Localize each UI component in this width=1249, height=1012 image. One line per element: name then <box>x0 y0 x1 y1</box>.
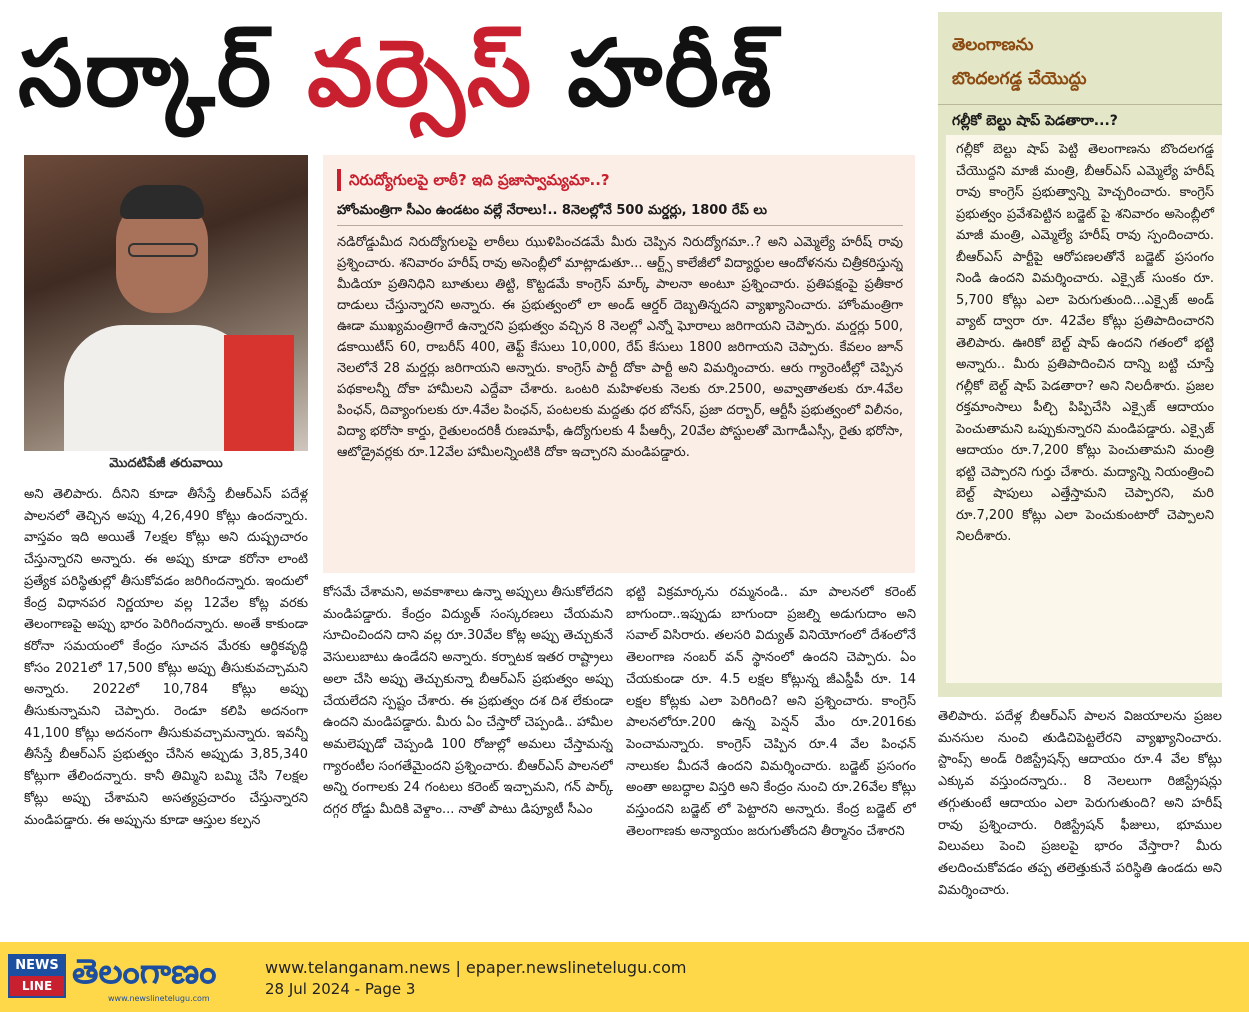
news-photo <box>24 155 308 451</box>
newsline-logo-top: NEWS <box>10 956 64 976</box>
telanganam-logo: తెలంగాణం <box>72 952 217 992</box>
article-column-4: తెలిపారు. పదేళ్ల బీఆర్ఎస్ పాలన విజయాలను ప్రజల మనసుల నుంచి తుడిచిపెట్టలేరని వ్యాఖ్యానించారు. స్టాంప్స్ అండ్ రిజిస్ట్రేషన్స్ ఆదాయం రూ.4 వేల కోట్లు ఎక్కువ వస్తుందన్నారు.. 8 నెలలుగా రిజిస్ట్రేషన్లు తగ్గుతుంటే ఆదాయం ఎలా పెరుగుతుంది? అని హరీష్ రావు ప్రశ్నించారు. రిజిస్ట్రేషన్ ఫీజులు, భూముల విలువలు పెంచి ప్రజలపై భారం వేస్తారా? మీరు తలదించుకోవడం తప్ప తలెత్తుకునే పరిస్థితి ఉండదు అని విమర్శించారు. <box>938 709 1222 898</box>
logo-url: www.newslinetelugu.com <box>108 994 210 1003</box>
photo-caption: మొదటిపేజీ తరువాయి <box>109 456 223 471</box>
sidebar-box <box>938 12 1222 697</box>
footer-bar <box>0 942 1249 1012</box>
main-headline <box>18 10 918 138</box>
headline-word-harish: హరీశ్ <box>567 20 774 127</box>
sidebar-title-line2: బొందలగడ్డ చేయొద్దు <box>952 69 1087 89</box>
newsline-logo <box>8 954 66 998</box>
feature-kicker: నిరుద్యోగులపై లాఠీ? ఇది ప్రజాస్వామ్యమా..? <box>337 169 903 191</box>
footer-date-page: 28 Jul 2024 - Page 3 <box>265 980 416 998</box>
article-column-2: కోసమే చేశామని, అవకాశాలు ఉన్నా అప్పులు తీసుకోలేదని మండిపడ్డారు. కేంద్రం విద్యుత్ సంస్కరణలు చేయమని సూచించిందని దాని వల్ల రూ.30వేల కోట్ల అప్పు తెచ్చుకునే వెసులుబాటు ఉండేదని అన్నారు. కర్నాటక ఇతర రాష్ట్రాలు అలా చేసి అప్పు తెచ్చుకున్నా బీఆర్ఎస్ ప్రభుత్వం అప్పు చేయలేదని స్పష్టం చేశారు. ఈ ప్రభుత్వం దశ దిశ లేకుండా ఉందని మండిపడ్డారు. మీరు ఏం చేస్తారో చెప్పండి.. హామీల అమలెప్పుడో చెప్పండి 100 రోజుల్లో అమలు చేస్తామన్న గ్యారంటీల సంగతేమైందని ప్రశ్నించారు. బీఆర్ఎస్ పాలనలో అన్ని రంగాలకు 24 గంటలు కరెంట్ ఇచ్చామని, గన్ పార్క్ దగ్గర రోడ్డు మీదికి వెళ్దాం... నాతో పాటు డిప్యూటీ సీఎం <box>323 585 613 818</box>
sidebar-subhead: గల్లీకో బెల్టు షాప్ పెడతారా...? <box>938 104 1222 135</box>
feature-box <box>323 155 915 573</box>
footer-urls[interactable]: www.telanganam.news | epaper.newslinetelugu.com <box>265 958 687 977</box>
feature-body: నడిరోడ్డుమీద నిరుద్యోగులపై లాఠీలు ఝుళిపించడమే మీరు చెప్పిన నిరుద్యోగమా..? అని ఎమ్మెల్యే హరీష్ రావు ప్రశ్నించారు. శనివారం హరీష్ రావు అసెంబ్లీలో మాట్లాడుతూ... ఆర్ట్స్ కాలేజీలో విద్యార్థుల ఆందోళనను చిత్రీకరిస్తున్న మీడియా ప్రతినిధిని బూతులు తిట్టి, కొట్టడమే కాంగ్రెస్ మార్క్ పాలనా అంటూ ప్రశ్నించారు. ప్రతిపక్షంపై ప్రతీకార దాడులు చేస్తున్నారని అన్నారు. ఈ ప్రభుత్వంలో లా అండ్ ఆర్డర్ దెబ్బతిన్నదని వ్యాఖ్యానించారు. హోంమంత్రిగా ఊడా ముఖ్యమంత్రిగారే ఉన్నారని ప్రభుత్వం వచ్చిన 8 నెలల్లో ఎన్నో ఘోరాలు జరిగాయని చెప్పారు. మర్డర్లు 500, డకాయిటీస్ 60, రాబరీస్ 400, తెఫ్ట్ కేసులు 10,000, రేప్ కేసులు 1800 జరిగాయని చెప్పారు. కేవలం జూన్ నెలలోనే 28 మర్డర్లు జరిగాయని అన్నారు. కాంగ్రెస్ పార్టీ దోకా పార్టీ అని విమర్శించారు. ఆరు గ్యారెంటీల్లో చెప్పిన పథకాలన్నీ దోకా హామీలని ఎద్దేవా చేశారు. ఒంటరి మహిళలకు నెలకు రూ.2500, అవ్వాతాతలకు రూ.4వేల పింఛన్, దివ్యాంగులకు రూ.4వేల పింఛన్, పంటలకు మద్దతు ధర బోనస్, ప్రజా దర్బార్, ఆర్టీసీ ప్రభుత్వంలో విలీనం, విద్యా భరోసా కార్డు, రైతులందరికీ రుణమాఫీ, ఉద్యోగులకు 4 పీఆర్సీ, 20వేల పోస్టులతో మెగాడీఎస్సీ, రైతు భరోసా, ఆటోడ్రైవర్లకు రూ.12వేల హామీలన్నింటికి దోకా ఇచ్చారని మండిపడ్డారు. <box>337 235 903 460</box>
article-column-3: భట్టి విక్రమార్కను రమ్మనండి.. మా పాలనలో కరెంట్ బాగుందా..ఇప్పుడు బాగుందా ప్రజల్ని అడుగుదాం అని సవాల్ విసిరారు. తలసరి విద్యుత్ వినియోగంలో దేశంలోనే తెలంగాణ నంబర్ వన్ స్థానంలో ఉందని చెప్పారు. ఏం చేయకుండా రూ. 4.5 లక్షల కోట్లున్న జీఎస్డీపీ రూ. 14 లక్షల కోట్లకు ఎలా పెరిగింది? అని ప్రశ్నించారు. కాంగ్రెస్ పాలనలోరూ.200 ఉన్న పెన్షన్ మేం రూ.2016కు పెంచామన్నారు. కాంగ్రెస్ చెప్పిన రూ.4 వేల పింఛన్ నాలుకల మీదనే ఉందని విమర్శించారు. బడ్జెట్ ప్రసంగం అంతా అబద్ధాల విస్తరి అని కేంద్రం నుంచి రూ.26వేల కోట్లు వస్తుందని బడ్జెట్ లో పెట్టారని అన్నారు. కేంద్ర బడ్జెట్ లో తెలంగాణకు అన్యాయం జరుగుతోందని తీర్మానం చేశారని <box>626 585 916 839</box>
sidebar-body: గల్లీకో బెల్టు షాప్ పెట్టి తెలంగాణను బొందలగడ్డ చేయొద్దని మాజీ మంత్రి, బీఆర్ఎస్ ఎమ్మెల్యే హరీష్ రావు కాంగ్రెస్ ప్రభుత్వాన్ని హెచ్చరించారు. కాంగ్రెస్ ప్రభుత్వం ప్రవేశపెట్టిన బడ్జెట్ పై శనివారం అసెంబ్లీలో మాజీ మంత్రి, ఎమ్మెల్యే హరీష్ రావు స్పందించారు. బీఆర్ఎస్ పార్టీపై ఆరోపణలతోనే బడ్జెట్ ప్రసంగం నిండి ఉందని విమర్శించారు. ఎక్సైజ్ సుంకం రూ. 5,700 కోట్లు ఎలా పెరుగుతుంది...ఎక్సైజ్ అండ్ వ్యాట్ ద్వారా రూ. 42వేల కోట్లు ప్రతిపాదించారని తెలిపారు. ఊరికో బెల్ట్ షాప్ ఉందని గతంలో భట్టి అన్నారు.. మీరు ప్రతిపాదించిన దాన్ని బట్టి చూస్తే గల్లీకో బెల్ట్ షాప్ పెడతారా? అని నిలదీశారు. ప్రజల రక్తమాంసాలు పీల్చి పిప్పిచేసి ఎక్సైజ్ ఆదాయం పెంచుతామని ఒప్పుకున్నారని మండిపడ్డారు. ఎక్సైజ్ ఆదాయం రూ.7,200 కోట్లు పెంచుతామని మంత్రి భట్టి చెప్పారని గుర్తు చేశారు. మద్యాన్ని నియంత్రించి బెల్ట్ షాపులు ఎత్తేస్తామని చెప్పారని, మరి రూ.7,200 కోట్లు ఎలా పెంచుకుంటారో చెప్పాలని నిలదీశారు. <box>946 135 1222 683</box>
photo-scarf <box>224 335 294 451</box>
newsline-logo-bottom: LINE <box>10 976 64 996</box>
article-column-1: అని తెలిపారు. దీనిని కూడా తీసేస్తే బీఆర్ఎస్ పదేళ్ల పాలనలో తెచ్చిన అప్పు 4,26,490 కోట్లు ఉందన్నారు. వాస్తవం ఇది అయితే 7లక్షల కోట్లు అని దుష్ప్రచారం చేస్తున్నారని అన్నారు. ఈ అప్పు కూడా కరోనా లాంటి ప్రత్యేక పరిస్థితుల్లో తీసుకోవడం జరిగిందన్నారు. ఇందులో కేంద్ర విధానపర నిర్ణయాల వల్ల 12వేల కోట్ల వరకు తెలంగాణపై అప్పు భారం పెరిగిందన్నారు. అంతే కాకుండా కరోనా సమయంలో కేంద్రం సూచన మేరకు ఆర్థికవృద్ధి కోసం 2021లో 17,500 కోట్లు అప్పు తీసుకువచ్చామని అన్నారు. 2022లో 10,784 కోట్లు అప్పు తీసుకున్నామని చెప్పారు. రెండూ కలిపి అదనంగా 41,100 కోట్లు అదనంగా తీసుకువచ్చామన్నారు. ఇవన్నీ తీసేస్తే బీఆర్ఎస్ ప్రభుత్వం చేసిన అప్పుడు 3,85,340 కోట్లుగా తేలిందన్నారు. కానీ తిమ్మిని బమ్మి చేసి 7లక్షల కోట్లు అప్పు చేశామని అసత్యప్రచారం చేస్తున్నారని మండిపడ్డారు. ఈ అప్పును కూడా ఆస్తుల కల్పన <box>24 487 308 828</box>
photo-hair <box>120 185 204 219</box>
sidebar-title-line1: తెలంగాణను <box>952 35 1034 55</box>
headline-word-versus: వర్సెస్ <box>307 20 534 127</box>
headline-word-sarkar: సర్కార్ <box>18 20 274 127</box>
feature-subhead: హోంమంత్రిగా సీఎం ఉండటం వల్లే నేరాలు!.. 8నెలల్లోనే 500 మర్డర్లు, 1800 రేప్ లు <box>337 201 903 226</box>
photo-glasses <box>128 243 198 257</box>
